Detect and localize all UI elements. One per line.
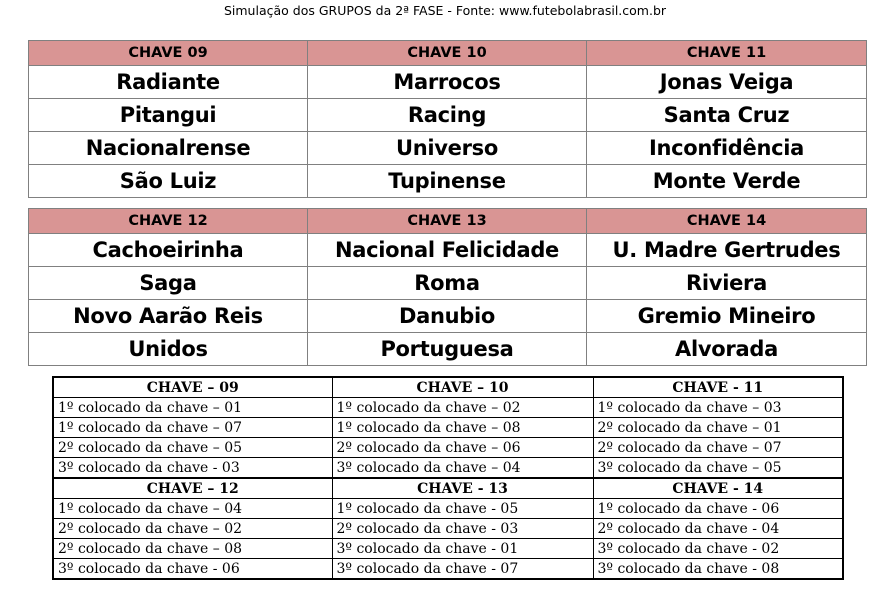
team-cell: Universo xyxy=(308,132,587,165)
team-cell: Jonas Veiga xyxy=(587,66,867,99)
criteria-cell: 3º colocado da chave - 01 xyxy=(332,539,593,559)
team-cell: Saga xyxy=(29,267,308,300)
team-cell: Monte Verde xyxy=(587,165,867,198)
table-row xyxy=(53,418,843,438)
criteria-cell: 3º colocado da chave - 07 xyxy=(332,559,593,580)
team-cell: Pitangui xyxy=(29,99,308,132)
criteria-cell: 1º colocado da chave – 03 xyxy=(593,398,843,418)
table-row xyxy=(29,300,867,333)
team-cell: Novo Aarão Reis xyxy=(29,300,308,333)
team-cell: Racing xyxy=(308,99,587,132)
groups-header-row xyxy=(29,209,867,234)
criteria-header: CHAVE - 14 xyxy=(593,478,843,499)
criteria-header: CHAVE - 11 xyxy=(593,377,843,398)
team-cell: Cachoeirinha xyxy=(29,234,308,267)
criteria-cell: 2º colocado da chave – 06 xyxy=(332,438,593,458)
team-cell: U. Madre Gertrudes xyxy=(587,234,867,267)
table-row xyxy=(53,519,843,539)
table-row xyxy=(29,99,867,132)
criteria-cell: 1º colocado da chave – 04 xyxy=(53,499,332,519)
table-row xyxy=(29,234,867,267)
team-cell: Nacionalrense xyxy=(29,132,308,165)
criteria-cell: 2º colocado da chave – 01 xyxy=(593,418,843,438)
table-row xyxy=(53,499,843,519)
group-header: CHAVE 12 xyxy=(29,209,308,234)
team-cell: Alvorada xyxy=(587,333,867,366)
team-cell: Unidos xyxy=(29,333,308,366)
team-cell: Portuguesa xyxy=(308,333,587,366)
criteria-cell: 3º colocado da chave - 03 xyxy=(53,458,332,479)
team-cell: São Luiz xyxy=(29,165,308,198)
criteria-header-row xyxy=(53,478,843,499)
criteria-header: CHAVE - 13 xyxy=(332,478,593,499)
team-cell: Tupinense xyxy=(308,165,587,198)
table-row xyxy=(53,559,843,580)
table-row xyxy=(29,333,867,366)
criteria-cell: 2º colocado da chave – 02 xyxy=(53,519,332,539)
team-cell: Santa Cruz xyxy=(587,99,867,132)
table-row xyxy=(29,66,867,99)
table-row xyxy=(29,165,867,198)
criteria-table xyxy=(52,376,844,580)
criteria-cell: 2º colocado da chave - 04 xyxy=(593,519,843,539)
team-cell: Inconfidência xyxy=(587,132,867,165)
group-header: CHAVE 10 xyxy=(308,41,587,66)
criteria-cell: 1º colocado da chave – 08 xyxy=(332,418,593,438)
criteria-cell: 1º colocado da chave – 02 xyxy=(332,398,593,418)
team-cell: Radiante xyxy=(29,66,308,99)
criteria-cell: 3º colocado da chave - 08 xyxy=(593,559,843,580)
criteria-header-row xyxy=(53,377,843,398)
groups-table-bottom xyxy=(28,208,867,366)
team-cell: Riviera xyxy=(587,267,867,300)
criteria-cell: 3º colocado da chave - 02 xyxy=(593,539,843,559)
criteria-cell: 1º colocado da chave – 01 xyxy=(53,398,332,418)
table-row xyxy=(53,458,843,479)
criteria-header: CHAVE – 12 xyxy=(53,478,332,499)
group-header: CHAVE 14 xyxy=(587,209,867,234)
criteria-cell: 1º colocado da chave – 07 xyxy=(53,418,332,438)
criteria-cell: 1º colocado da chave - 05 xyxy=(332,499,593,519)
team-cell: Gremio Mineiro xyxy=(587,300,867,333)
group-header: CHAVE 11 xyxy=(587,41,867,66)
team-cell: Nacional Felicidade xyxy=(308,234,587,267)
criteria-header: CHAVE – 10 xyxy=(332,377,593,398)
groups-header-row xyxy=(29,41,867,66)
table-row xyxy=(53,539,843,559)
team-cell: Danubio xyxy=(308,300,587,333)
group-header: CHAVE 13 xyxy=(308,209,587,234)
criteria-cell: 2º colocado da chave – 08 xyxy=(53,539,332,559)
criteria-cell: 2º colocado da chave - 03 xyxy=(332,519,593,539)
criteria-cell: 3º colocado da chave – 04 xyxy=(332,458,593,479)
page-title: Simulação dos GRUPOS da 2ª FASE - Fonte: www.futebolabrasil.com.br xyxy=(223,3,667,18)
table-row xyxy=(29,132,867,165)
criteria-cell: 2º colocado da chave – 05 xyxy=(53,438,332,458)
criteria-cell: 3º colocado da chave – 05 xyxy=(593,458,843,479)
group-header: CHAVE 09 xyxy=(29,41,308,66)
team-cell: Marrocos xyxy=(308,66,587,99)
criteria-cell: 1º colocado da chave - 06 xyxy=(593,499,843,519)
criteria-cell: 2º colocado da chave – 07 xyxy=(593,438,843,458)
table-row xyxy=(29,267,867,300)
criteria-header: CHAVE – 09 xyxy=(53,377,332,398)
table-row xyxy=(53,438,843,458)
groups-table-top xyxy=(28,40,867,198)
criteria-cell: 3º colocado da chave - 06 xyxy=(53,559,332,580)
team-cell: Roma xyxy=(308,267,587,300)
table-row xyxy=(53,398,843,418)
